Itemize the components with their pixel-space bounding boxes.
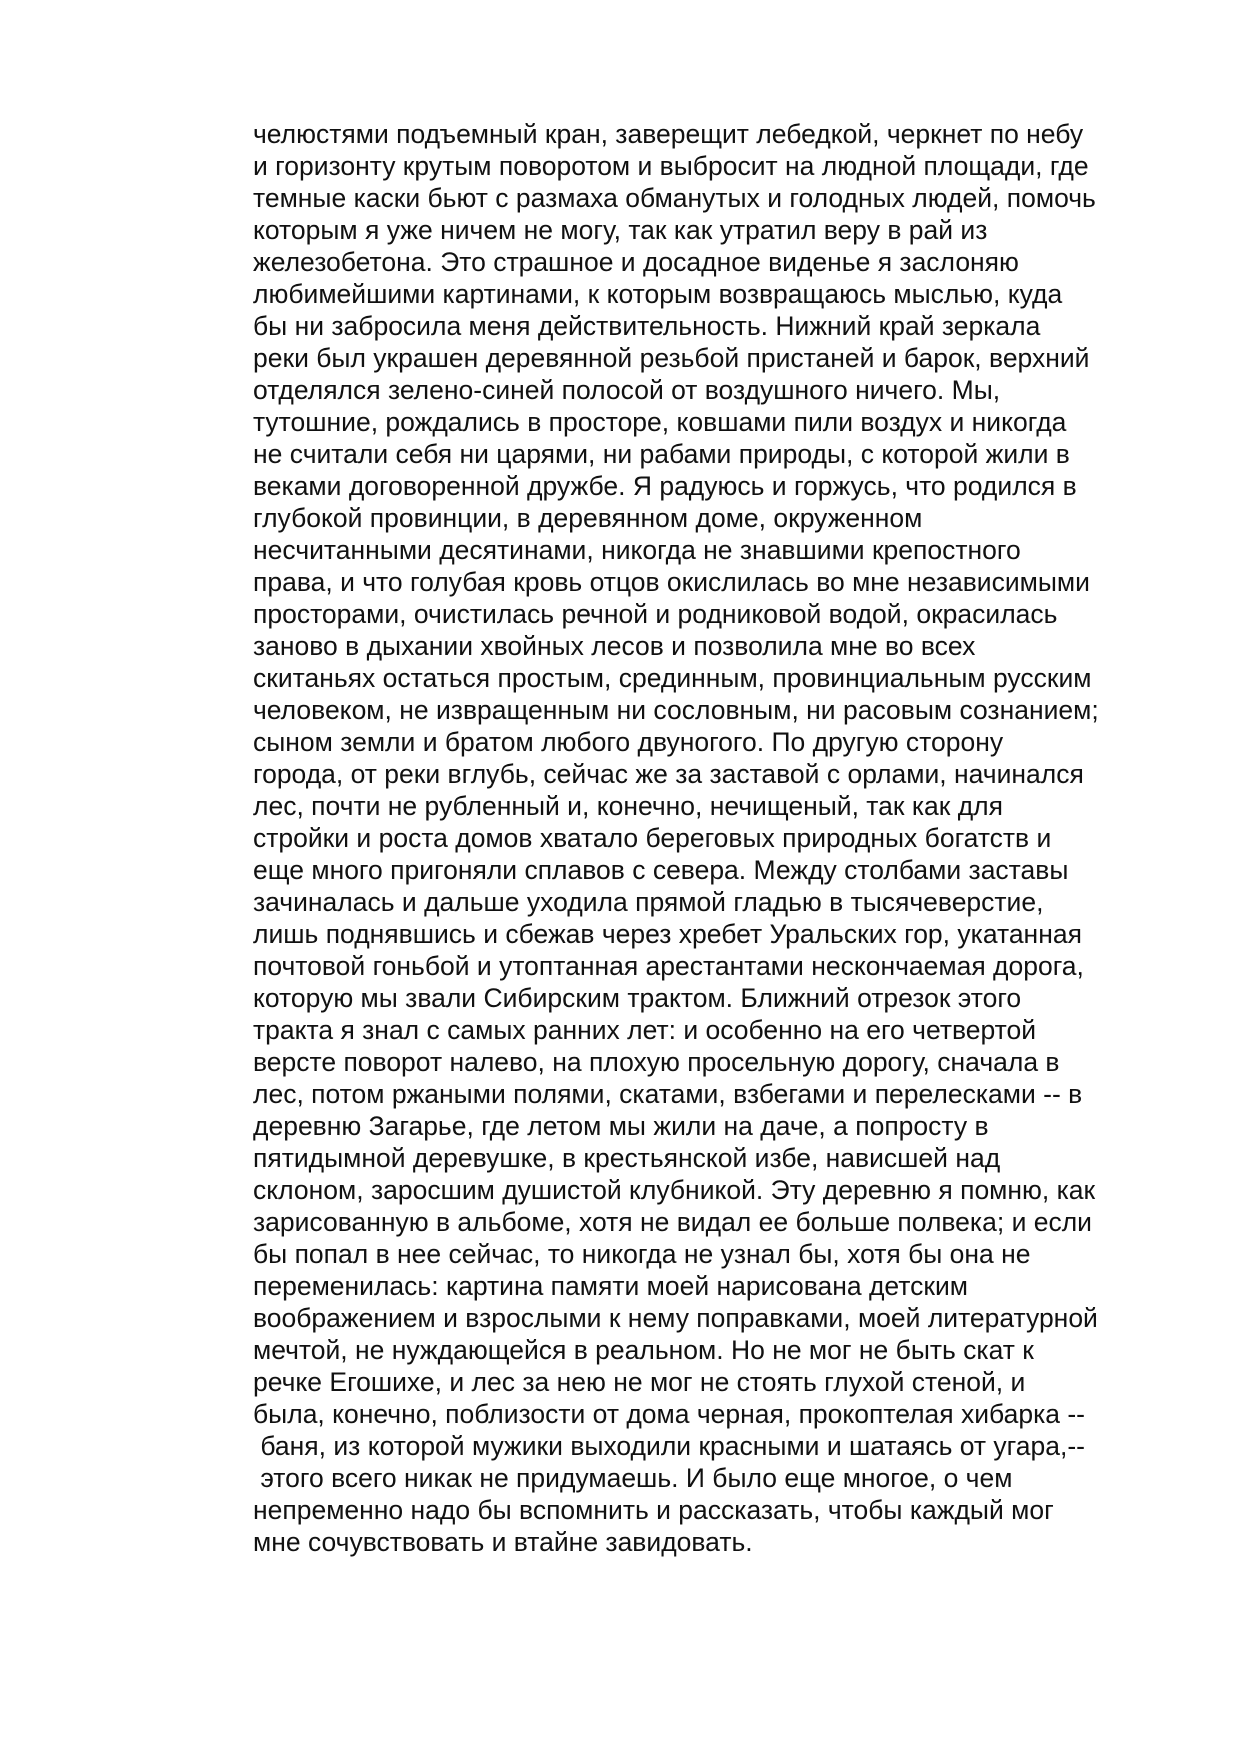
text-line: челюстями подъемный кран, заверещит лебедкой, черкнет по небу	[253, 119, 1084, 149]
text-line: зарисованную в альбоме, хотя не видал ее больше полвека; и если	[253, 1207, 1092, 1237]
text-line: отделялся зелено-синей полосой от воздушного ничего. Мы,	[253, 375, 1001, 405]
text-line: этого всего никак не придумаешь. И было еще многое, о чем	[253, 1463, 1013, 1493]
text-line: деревню Загарье, где летом мы жили на даче, а попросту в	[253, 1111, 989, 1141]
text-line: заново в дыхании хвойных лесов и позволила мне во всех	[253, 631, 976, 661]
text-line: глубокой провинции, в деревянном доме, окруженном	[253, 503, 923, 533]
text-line: темные каски бьют с размаха обманутых и голодных людей, помочь	[253, 183, 1096, 213]
text-line: которым я уже ничем не могу, так как утратил веру в рай из	[253, 215, 988, 245]
text-line: и горизонту крутым поворотом и выбросит на людной площади, где	[253, 151, 1089, 181]
text-line: воображением и взрослыми к нему поправками, моей литературной	[253, 1303, 1098, 1333]
text-line: тракта я знал с самых ранних лет: и особенно на его четвертой	[253, 1015, 1037, 1045]
text-line: непременно надо бы вспомнить и рассказать, чтобы каждый мог	[253, 1495, 1054, 1525]
text-line: мне сочувствовать и втайне завидовать.	[253, 1527, 753, 1557]
text-line: веками договоренной дружбе. Я радуюсь и горжусь, что родился в	[253, 471, 1077, 501]
text-line: еще много пригоняли сплавов с севера. Между столбами заставы	[253, 855, 1069, 885]
text-line: права, и что голубая кровь отцов окислилась во мне независимыми	[253, 567, 1090, 597]
text-line: просторами, очистилась речной и родниковой водой, окрасилась	[253, 599, 1058, 629]
text-line: реки был украшен деревянной резьбой пристаней и барок, верхний	[253, 343, 1090, 373]
text-line: мечтой, не нуждающейся в реальном. Но не мог не быть скат к	[253, 1335, 1034, 1365]
text-line: склоном, заросшим душистой клубникой. Эту деревню я помню, как	[253, 1175, 1096, 1205]
text-line: бы попал в нее сейчас, то никогда не узнал бы, хотя бы она не	[253, 1239, 1031, 1269]
text-line: лес, потом ржаными полями, скатами, взбегами и перелесками -- в	[253, 1079, 1083, 1109]
text-line: человеком, не извращенным ни сословным, ни расовым сознанием;	[253, 695, 1099, 725]
text-line: железобетона. Это страшное и досадное виденье я заслоняю	[253, 247, 1019, 277]
text-line: тутошние, рождались в просторе, ковшами пили воздух и никогда	[253, 407, 1067, 437]
text-line: скитаньях остаться простым, срединным, провинциальным русским	[253, 663, 1092, 693]
text-line: версте поворот налево, на плохую просельную дорогу, сначала в	[253, 1047, 1060, 1077]
text-line: переменилась: картина памяти моей нарисована детским	[253, 1271, 968, 1301]
text-line: несчитанными десятинами, никогда не знавшими крепостного	[253, 535, 1021, 565]
text-line: стройки и роста домов хватало береговых природных богатств и	[253, 823, 1052, 853]
body-text	[253, 118, 1173, 1558]
text-line: не считали себя ни царями, ни рабами природы, с которой жили в	[253, 439, 1070, 469]
text-line: которую мы звали Сибирским трактом. Ближний отрезок этого	[253, 983, 1022, 1013]
text-line: баня, из которой мужики выходили красными и шатаясь от угара,--	[253, 1431, 1085, 1461]
text-line: любимейшими картинами, к которым возвращаюсь мыслью, куда	[253, 279, 1063, 309]
text-line: была, конечно, поблизости от дома черная, прокоптелая хибарка --	[253, 1399, 1086, 1429]
text-line: зачиналась и дальше уходила прямой гладью в тысячеверстие,	[253, 887, 1044, 917]
text-line: речке Егошихе, и лес за нею не мог не стоять глухой стеной, и	[253, 1367, 1026, 1397]
text-line: лишь поднявшись и сбежав через хребет Уральских гор, укатанная	[253, 919, 1082, 949]
text-line: пятидымной деревушке, в крестьянской избе, нависшей над	[253, 1143, 1001, 1173]
text-line: сыном земли и братом любого двуногого. По другую сторону	[253, 727, 1004, 757]
text-line: почтовой гоньбой и утоптанная арестантами нескончаемая дорога,	[253, 951, 1084, 981]
text-line: бы ни забросила меня действительность. Нижний край зеркала	[253, 311, 1041, 341]
text-line: города, от реки вглубь, сейчас же за заставой с орлами, начинался	[253, 759, 1084, 789]
text-line: лес, почти не рубленный и, конечно, нечищеный, так как для	[253, 791, 1003, 821]
